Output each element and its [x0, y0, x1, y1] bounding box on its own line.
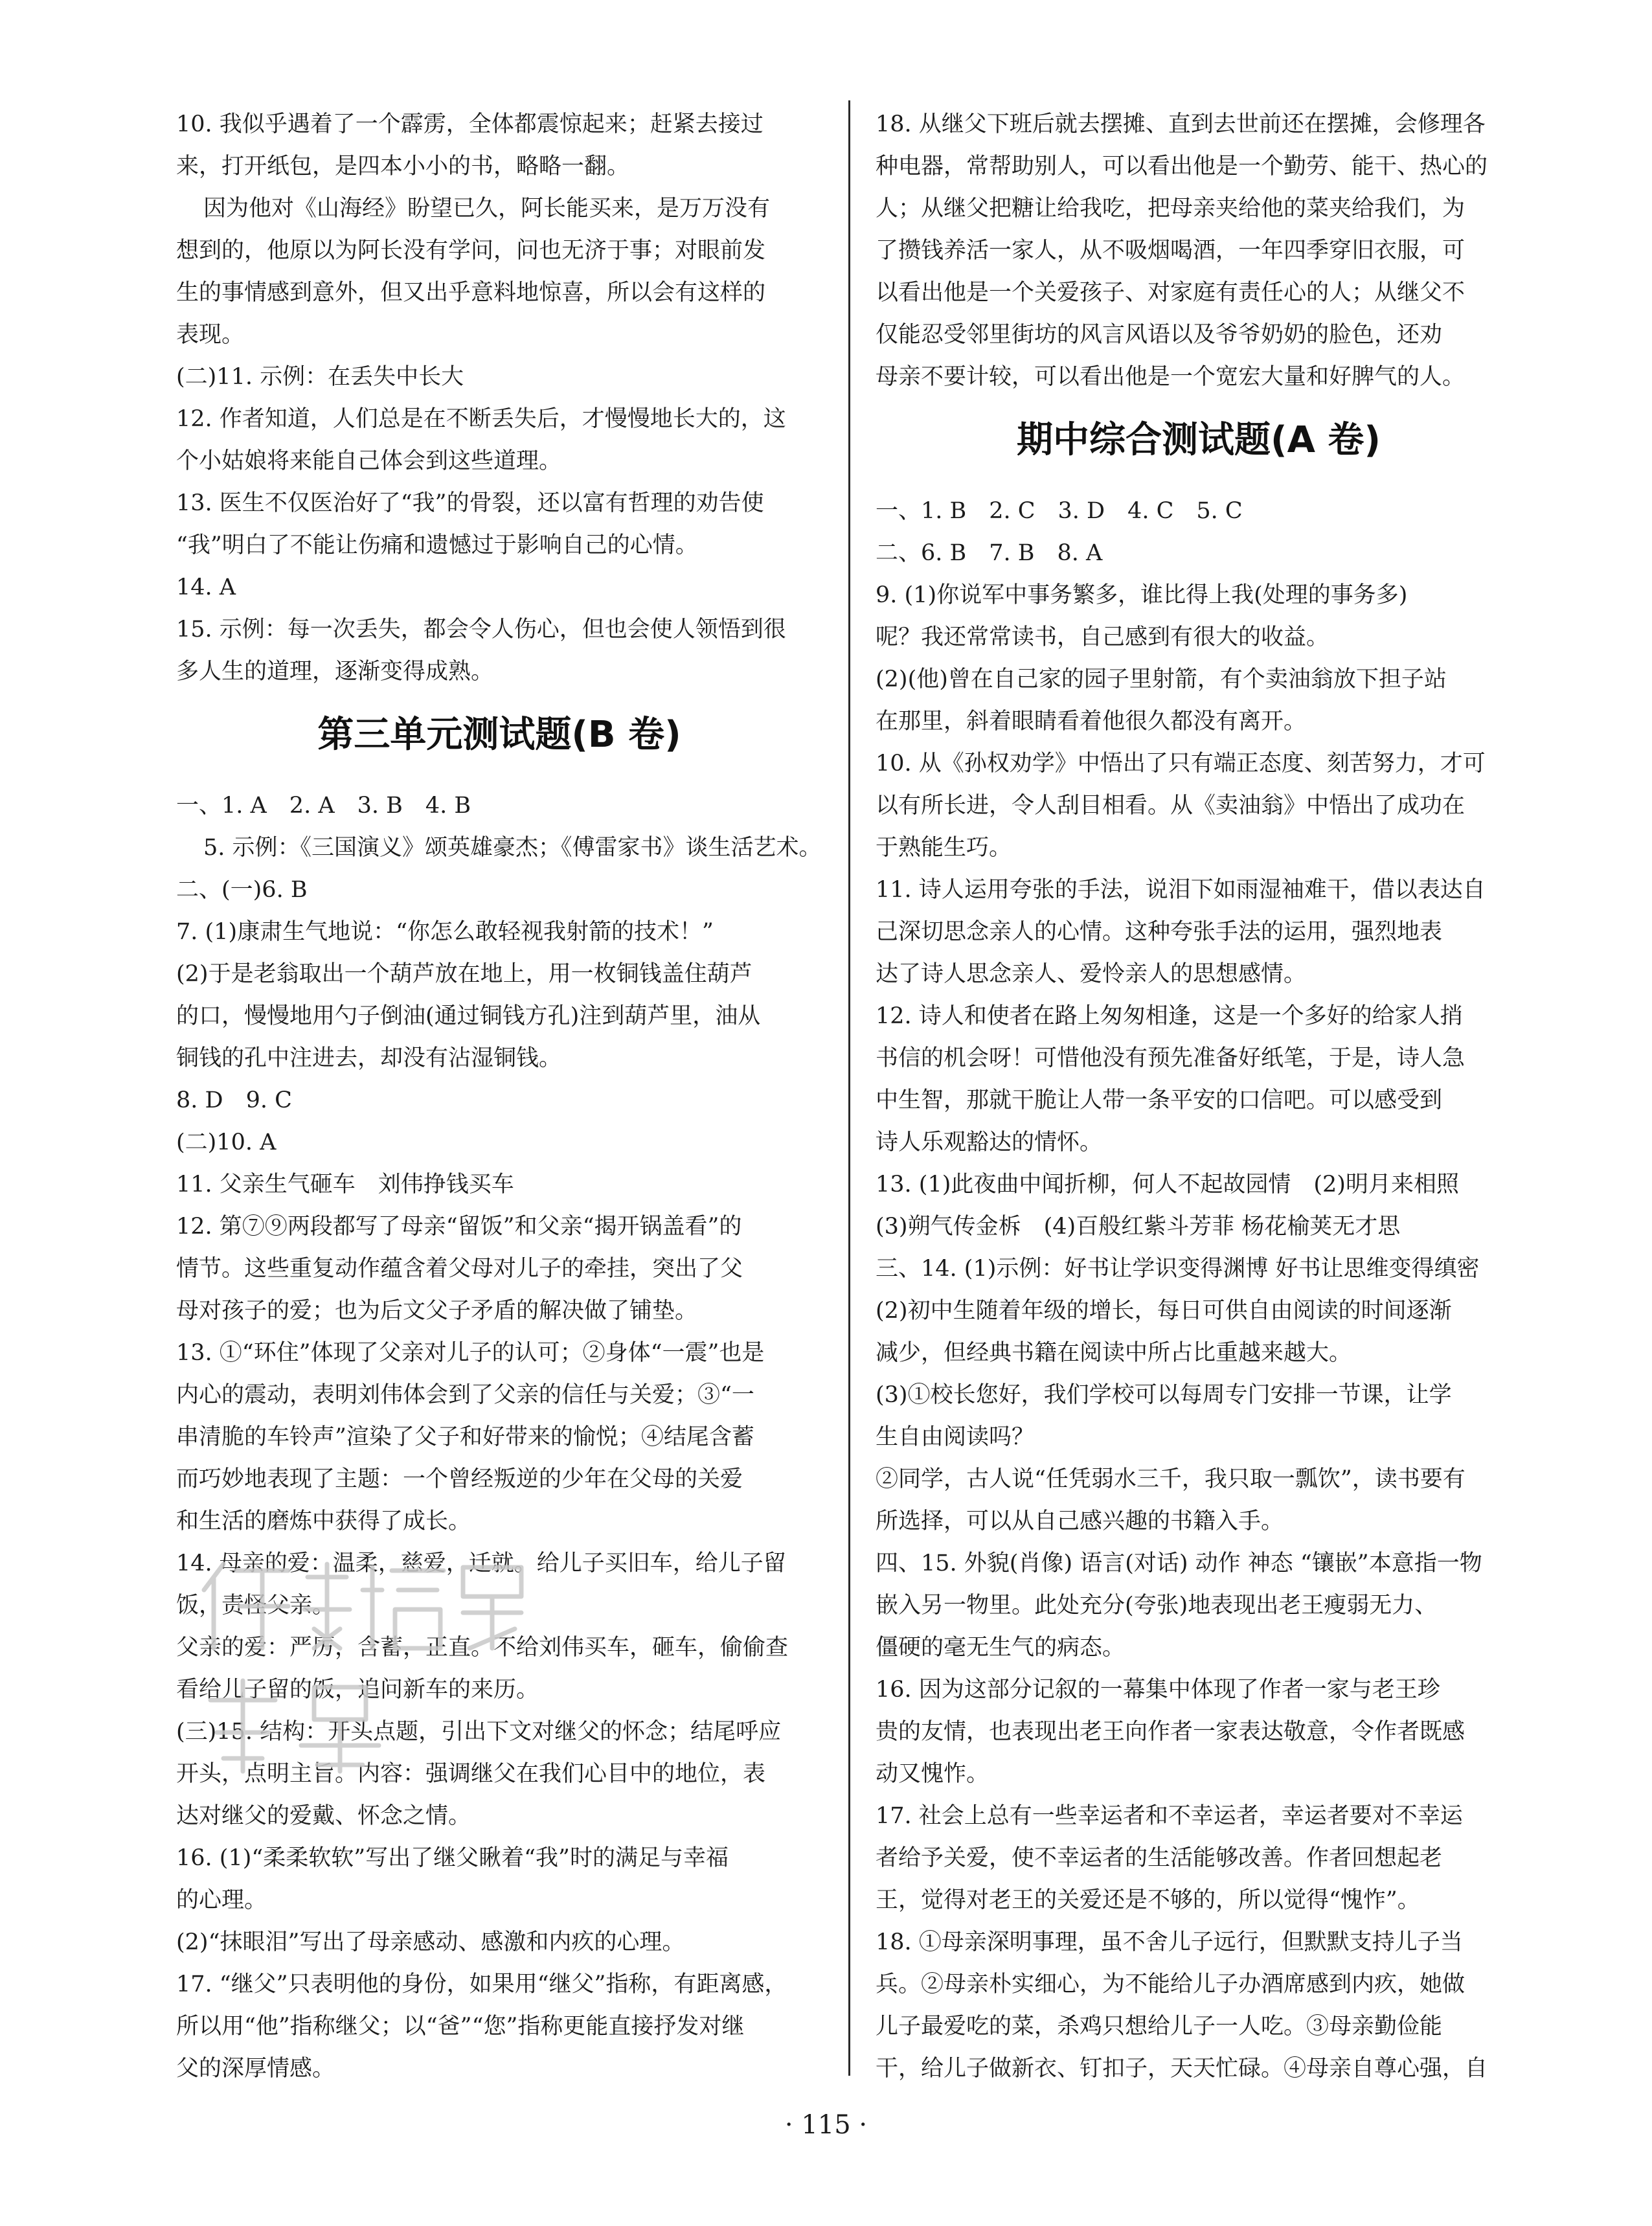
text-line: 达对继父的爱戴、怀念之情。	[176, 1803, 471, 1829]
text-line: 母对孩子的爱；也为后文父子矛盾的解决做了铺垫。	[176, 1298, 698, 1324]
text-line: 书信的机会呀！可惜他没有预先准备好纸笔，于是，诗人急	[876, 1045, 1465, 1071]
text-line: 看给儿子留的饭，追问新车的来历。	[176, 1677, 539, 1703]
text-line: 中生智，那就干脆让人带一条平安的口信吧。可以感受到	[876, 1087, 1443, 1113]
text-line: 了攒钱养活一家人，从不吸烟喝酒，一年四季穿旧衣服，可	[876, 238, 1465, 264]
text-line: (二)11. 示例：在丢失中长大	[176, 364, 464, 390]
text-line: 内心的震动，表明刘伟体会到了父亲的信任与关爱；③“一	[176, 1382, 754, 1408]
text-line: 于熟能生巧。	[876, 835, 1012, 861]
text-line: 二、(一)6. B	[176, 877, 308, 903]
text-line: 17. 社会上总有一些幸运者和不幸运者，幸运者要对不幸运	[876, 1803, 1463, 1829]
right-column	[876, 104, 1522, 2090]
text-line: 以看出他是一个关爱孩子、对家庭有责任心的人；从继父不	[876, 280, 1465, 306]
text-line: 而巧妙地表现了主题：一个曾经叛逆的少年在父母的关爱	[176, 1466, 743, 1492]
column-divider	[848, 100, 850, 2076]
text-line: 二、6. B 7. B 8. A	[876, 540, 1103, 566]
text-line: 减少，但经典书籍在阅读中所占比重越来越大。	[876, 1340, 1352, 1366]
text-line: “我”明白了不能让伤痛和遗憾过于影响自己的心情。	[176, 532, 698, 558]
text-line: 情节。这些重复动作蕴含着父母对儿子的牵挂，突出了父	[176, 1256, 743, 1282]
text-line: 12. 作者知道，人们总是在不断丢失后，才慢慢地长大的，这	[176, 406, 786, 432]
text-line: 达了诗人思念亲人、爱怜亲人的思想感情。	[876, 961, 1307, 987]
text-line: 饭，责怪父亲。	[176, 1593, 335, 1618]
text-line: 王，觉得对老王的关爱还是不够的，所以觉得“愧怍”。	[876, 1887, 1420, 1913]
text-line: 开头，点明主旨。内容：强调继父在我们心目中的地位，表	[176, 1761, 766, 1787]
text-line: 13. 医生不仅医治好了“我”的骨裂，还以富有哲理的劝告使	[176, 490, 764, 516]
text-line: 个小姑娘将来能自己体会到这些道理。	[176, 448, 562, 474]
text-line: (2)“抹眼泪”写出了母亲感动、感激和内疚的心理。	[176, 1929, 685, 1955]
text-line: 13. ①“环住”体现了父亲对儿子的认可；②身体“一震”也是	[176, 1340, 765, 1366]
text-line: 以有所长进，令人刮目相看。从《卖油翁》中悟出了成功在	[876, 793, 1465, 819]
text-line: 9. (1)你说军中事务繁多，谁比得上我(处理的事务多)	[876, 582, 1408, 608]
text-line: 生自由阅读吗？	[876, 1424, 1035, 1450]
text-line: 7. (1)康肃生气地说：“你怎么敢轻视我射箭的技术！”	[176, 919, 714, 945]
section-title: 期中综合测试题(A 卷)	[1016, 419, 1381, 461]
text-line: 一、1. A 2. A 3. B 4. B	[176, 793, 471, 819]
text-line: (2)于是老翁取出一个葫芦放在地上，用一枚铜钱盖住葫芦	[176, 961, 752, 987]
text-line: 呢？我还常常读书，自己感到有很大的收益。	[876, 624, 1330, 650]
text-line: 17. “继父”只表明他的身份，如果用“继父”指称，有距离感，	[176, 1971, 787, 1997]
text-line: 母亲不要计较，可以看出他是一个宽宏大量和好脾气的人。	[876, 364, 1465, 390]
text-line: 在那里，斜着眼睛看着他很久都没有离开。	[876, 709, 1307, 734]
text-line: 13. (1)此夜曲中闻折柳，何人不起故园情 (2)明月来相照	[876, 1172, 1459, 1198]
text-line: 12. 诗人和使者在路上匆匆相逢，这是一个多好的给家人捎	[876, 1003, 1463, 1029]
text-line: 想到的，他原以为阿长没有学问，问也无济于事；对眼前发	[176, 238, 766, 264]
text-line: 14. 母亲的爱：温柔，慈爱，迁就。给儿子买旧车，给儿子留	[176, 1550, 786, 1576]
text-line: 15. 示例：每一次丢失，都会令人伤心，但也会使人领悟到很	[176, 617, 786, 642]
text-line: 10. 我似乎遇着了一个霹雳，全体都震惊起来；赶紧去接过	[176, 111, 764, 137]
text-line: 表现。	[176, 322, 245, 348]
text-line: 仅能忍受邻里街坊的风言风语以及爷爷奶奶的脸色，还劝	[876, 322, 1443, 348]
text-line: 16. 因为这部分记叙的一幕集中体现了作者一家与老王珍	[876, 1677, 1440, 1703]
text-line: 10. 从《孙权劝学》中悟出了只有端正态度、刻苦努力，才可	[876, 751, 1486, 777]
text-line: 者给予关爱，使不幸运者的生活能够改善。作者回想起老	[876, 1845, 1443, 1871]
text-line: 贵的友情，也表现出老王向作者一家表达敬意，令作者既感	[876, 1719, 1465, 1745]
text-line: 父的深厚情感。	[176, 2056, 335, 2082]
text-line: 僵硬的毫无生气的病态。	[876, 1635, 1126, 1661]
text-line: 8. D 9. C	[176, 1087, 292, 1113]
text-line: 人；从继父把糖让给我吃，把母亲夹给他的菜夹给我们，为	[876, 196, 1465, 221]
text-line: (二)10. A	[176, 1130, 277, 1155]
text-line: 所以用“他”指称继父；以“爸”“您”指称更能直接抒发对继	[176, 2014, 745, 2039]
text-line: (三)15. 结构：开头点题，引出下文对继父的怀念；结尾呼应	[176, 1719, 782, 1745]
text-line: 来，打开纸包，是四本小小的书，略略一翻。	[176, 153, 630, 179]
text-line: 多人生的道理，逐渐变得成熟。	[176, 659, 494, 685]
text-line: (2)(他)曾在自己家的园子里射箭，有个卖油翁放下担子站	[876, 666, 1447, 692]
text-line: 的口，慢慢地用勺子倒油(通过铜钱方孔)注到葫芦里，油从	[176, 1003, 761, 1029]
text-line: (3)朔气传金柝 (4)百般红紫斗芳菲 杨花榆荚无才思	[876, 1214, 1401, 1240]
text-line: ②同学，古人说“任凭弱水三千，我只取一瓢饮”，读书要有	[876, 1466, 1465, 1492]
text-line: 己深切思念亲人的心情。这种夸张手法的运用，强烈地表	[876, 919, 1443, 945]
text-line: 动又愧怍。	[876, 1761, 990, 1787]
text-line: 生的事情感到意外，但又出乎意料地惊喜，所以会有这样的	[176, 280, 766, 306]
page-number: · 115 ·	[784, 2110, 868, 2140]
text-line: 11. 父亲生气砸车 刘伟挣钱买车	[176, 1172, 514, 1198]
text-line: 和生活的磨炼中获得了成长。	[176, 1508, 471, 1534]
text-line: 四、15. 外貌(肖像) 语言(对话) 动作 神态 “镶嵌”本意指一物	[876, 1550, 1482, 1576]
left-column	[176, 104, 822, 2090]
text-line: 种电器，常帮助别人，可以看出他是一个勤劳、能干、热心的	[876, 153, 1488, 179]
text-line: 父亲的爱：严厉，含蓄，正直。不给刘伟买车，砸车，偷偷查	[176, 1635, 789, 1661]
text-line: 儿子最爱吃的菜，杀鸡只想给儿子一人吃。③母亲勤俭能	[876, 2014, 1443, 2039]
text-line: 干，给儿子做新衣、钉扣子，天天忙碌。④母亲自尊心强，自	[876, 2056, 1488, 2082]
text-line: 12. 第⑦⑨两段都写了母亲“留饭”和父亲“揭开锅盖看”的	[176, 1214, 742, 1240]
text-line: 所选择，可以从自己感兴趣的书籍入手。	[876, 1508, 1284, 1534]
text-line: 串清脆的车铃声”渲染了父子和好带来的愉悦；④结尾含蓄	[176, 1424, 754, 1450]
text-line: 兵。②母亲朴实细心，为不能给儿子办酒席感到内疚，她做	[876, 1971, 1465, 1997]
text-line: 14. A	[176, 574, 236, 600]
text-line: 嵌入另一物里。此处充分(夸张)地表现出老王瘦弱无力、	[876, 1593, 1438, 1618]
text-line: 18. ①母亲深明事理，虽不舍儿子远行，但默默支持儿子当	[876, 1929, 1463, 1955]
text-line: 11. 诗人运用夸张的手法，说泪下如雨湿袖难干，借以表达自	[876, 877, 1486, 903]
text-line: (3)①校长您好，我们学校可以每周专门安排一节课，让学	[876, 1382, 1452, 1408]
text-line: 铜钱的孔中注进去，却没有沾湿铜钱。	[176, 1045, 562, 1071]
text-line: 5. 示例：《三国演义》颂英雄豪杰；《傅雷家书》谈生活艺术。	[203, 835, 822, 861]
section-title: 第三单元测试题(B 卷)	[317, 714, 681, 756]
text-line: 三、14. (1)示例：好书让学识变得渊博 好书让思维变得缜密	[876, 1256, 1480, 1282]
text-line: (2)初中生随着年级的增长，每日可供自由阅读的时间逐渐	[876, 1298, 1452, 1324]
text-line: 的心理。	[176, 1887, 267, 1913]
text-line: 诗人乐观豁达的情怀。	[876, 1130, 1103, 1155]
text-line: 因为他对《山海经》盼望已久，阿长能买来，是万万没有	[203, 196, 771, 221]
text-line: 18. 从继父下班后就去摆摊、直到去世前还在摆摊，会修理各	[876, 111, 1486, 137]
text-line: 一、1. B 2. C 3. D 4. C 5. C	[876, 498, 1243, 524]
text-line: 16. (1)“柔柔软软”写出了继父瞅着“我”时的满足与幸福	[176, 1845, 729, 1871]
